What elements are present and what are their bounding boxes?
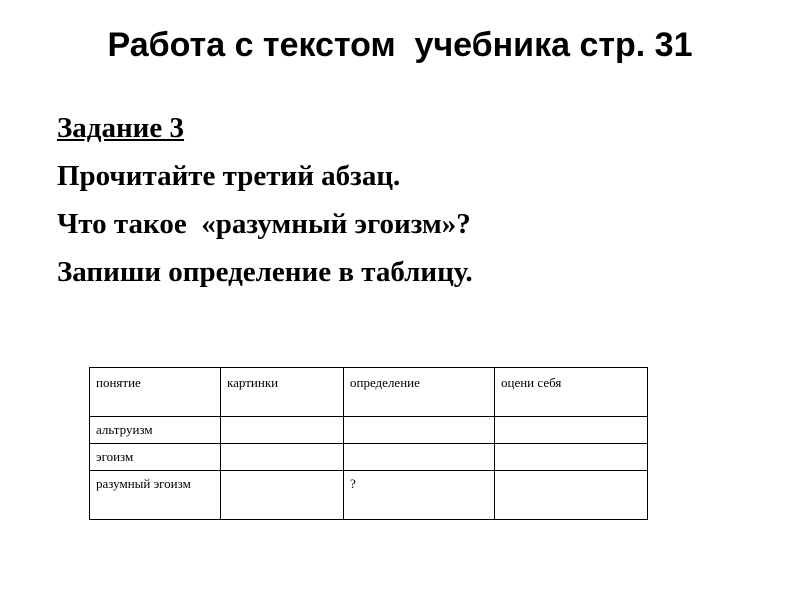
table-row [90,471,648,520]
cell-pictures[interactable] [221,417,344,444]
cell-definition[interactable] [344,417,495,444]
cell-self-assessment[interactable] [495,444,648,471]
concepts-table-container [89,367,648,520]
cell-self-assessment[interactable] [495,471,648,520]
cell-definition[interactable] [344,444,495,471]
cell-pictures[interactable] [221,444,344,471]
header-definition: определение [344,368,495,417]
cell-pictures[interactable] [221,471,344,520]
task-line-question: Что такое «разумный эгоизм»? [57,208,471,240]
task-heading: Задание 3 [57,112,185,144]
concepts-table [89,367,648,520]
table-row [90,417,648,444]
table-header-row [90,368,648,417]
cell-concept: эгоизм [90,444,221,471]
header-self-assessment: оцени себя [495,368,648,417]
task-line-instruction: Запиши определение в таблицу. [57,256,473,288]
task-text [57,104,473,296]
cell-concept: альтруизм [90,417,221,444]
table-row [90,444,648,471]
cell-self-assessment[interactable] [495,417,648,444]
header-concept: понятие [90,368,221,417]
cell-definition[interactable]: ? [344,471,495,520]
slide-title: Работа с текстом учебника стр. 31 [107,26,693,64]
cell-concept: разумный эгоизм [90,471,221,520]
header-pictures: картинки [221,368,344,417]
task-line-read-paragraph: Прочитайте третий абзац. [57,160,401,192]
